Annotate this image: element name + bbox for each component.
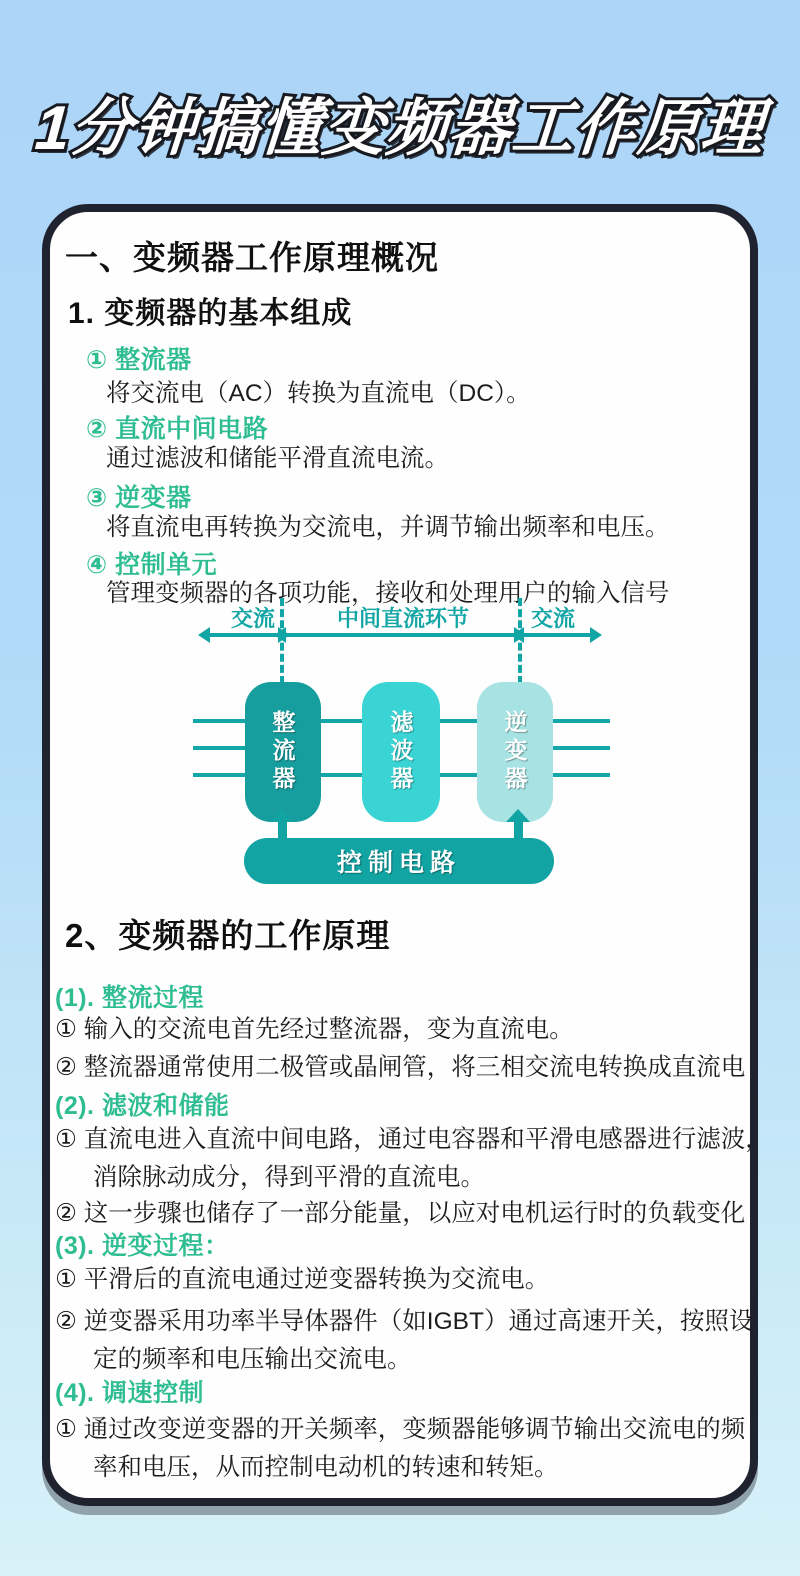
block-filter — [362, 682, 440, 822]
component-desc-control-unit: 管理变频器的各项功能，接收和处理用户的输入信号 — [106, 580, 670, 607]
diagram-label-dc-middle: 中间直流环节 — [336, 606, 469, 631]
wire-line — [553, 773, 610, 777]
wire-line — [193, 746, 245, 750]
control-circuit-pill — [244, 838, 554, 884]
section1-heading: 一、变频器工作原理概况 — [65, 239, 439, 276]
block-rectifier — [245, 682, 321, 822]
step3-label: (3). 逆变过程： — [55, 1232, 230, 1260]
double-arrow-icon — [208, 633, 280, 637]
step2-label: (2). 滤波和储能 — [55, 1092, 230, 1120]
component-desc-inverter: 将直流电再转换为交流电，并调节输出频率和电压。 — [106, 514, 670, 541]
wire-line — [553, 719, 610, 723]
poster-title: 1分钟搞懂变频器工作原理 — [32, 94, 767, 163]
control-circuit-label: 控制电路 — [336, 849, 461, 877]
step3-line: ② 逆变器采用功率半导体器件（如IGBT）通过高速开关，按照设 — [55, 1308, 754, 1335]
component-label-dc-link: ② 直流中间电路 — [86, 415, 269, 443]
step4-line: 率和电压，从而控制电动机的转速和转矩。 — [93, 1454, 559, 1481]
step2-line: ② 这一步骤也储存了一部分能量，以应对电机运行时的负载变化 — [55, 1200, 746, 1227]
component-label-inverter: ③ 逆变器 — [86, 484, 192, 512]
up-arrow-icon — [506, 809, 530, 838]
step1-line: ① 输入的交流电首先经过整流器，变为直流电。 — [55, 1016, 574, 1043]
step3-line: 定的频率和电压输出交流电。 — [93, 1346, 412, 1373]
wire-line — [321, 719, 362, 723]
component-label-control-unit: ④ 控制单元 — [86, 551, 218, 579]
step1-label: (1). 整流过程 — [55, 984, 204, 1012]
step4-line: ① 通过改变逆变器的开关频率，变频器能够调节输出交流电的频 — [55, 1416, 746, 1443]
step1-line: ② 整流器通常使用二极管或晶闸管，将三相交流电转换成直流电 — [55, 1054, 746, 1081]
step4-label: (4). 调速控制 — [55, 1379, 204, 1407]
wire-line — [440, 773, 477, 777]
diagram-label-ac-left: 交流 — [230, 606, 275, 631]
block-inverter — [477, 682, 553, 822]
up-arrow-icon — [270, 809, 294, 838]
component-desc-dc-link: 通过滤波和储能平滑直流电流。 — [106, 445, 449, 472]
component-label-rectifier: ① 整流器 — [86, 346, 192, 374]
block-inverter-label: 逆变器 — [501, 710, 528, 794]
component-desc-rectifier: 将交流电（AC）转换为直流电（DC）。 — [106, 380, 531, 407]
wire-line — [440, 719, 477, 723]
content-card — [42, 204, 770, 1506]
dashed-divider-icon — [518, 598, 522, 684]
section1-subheading: 1. 变频器的基本组成 — [68, 297, 353, 330]
wire-line — [193, 773, 245, 777]
double-arrow-icon — [284, 633, 516, 637]
diagram-label-ac-right: 交流 — [530, 606, 575, 631]
dashed-divider-icon — [280, 598, 284, 684]
wire-line — [321, 773, 362, 777]
step2-line: 消除脉动成分，得到平滑的直流电。 — [93, 1164, 485, 1191]
step3-line: ① 平滑后的直流电通过逆变器转换为交流电。 — [55, 1266, 550, 1293]
converter-block-diagram — [180, 598, 630, 890]
wire-line — [553, 746, 610, 750]
block-filter-label: 滤波器 — [387, 710, 414, 794]
section2-heading: 2、变频器的工作原理 — [65, 917, 391, 954]
double-arrow-icon — [522, 633, 592, 637]
block-rectifier-label: 整流器 — [269, 710, 296, 794]
step2-line: ① 直流电进入直流中间电路，通过电容器和平滑电感器进行滤波， — [55, 1126, 770, 1153]
wire-line — [193, 719, 245, 723]
